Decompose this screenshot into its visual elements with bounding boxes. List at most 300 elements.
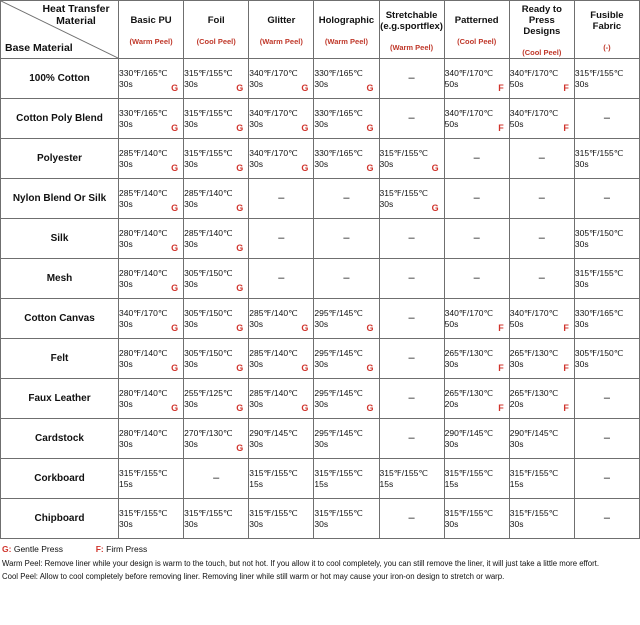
press-legend (2, 544, 638, 554)
temperature-value: 340℉/170℃ (444, 307, 493, 318)
duration-value: 50s (509, 118, 524, 129)
table-row (1, 299, 640, 339)
not-applicable-dash: – (408, 312, 415, 324)
press-type-badge: G (236, 283, 244, 293)
setting-cell (574, 339, 639, 379)
column-peel-note: (Warm Peel) (324, 37, 368, 46)
duration-value: 30s (184, 278, 198, 289)
setting-cell (249, 339, 314, 379)
not-applicable-dash: – (603, 512, 610, 524)
setting-cell (119, 259, 184, 299)
not-applicable-dash: – (343, 272, 350, 284)
cool-peel-note: Cool Peel: Allow to cool completely before removing liner. Removing liner while still warm or hot may cause your iron-on design to stretch or warp. (2, 571, 505, 581)
setting-cell (379, 499, 444, 539)
press-type-badge: G (171, 283, 179, 293)
temperature-value: 265℉/130℃ (509, 347, 559, 358)
setting-cell (444, 499, 509, 539)
setting-cell (444, 459, 509, 499)
duration-value: 30s (574, 158, 589, 169)
setting-cell (184, 459, 249, 499)
temperature-value: 265℉/130℃ (444, 347, 493, 358)
press-type-badge: G (236, 203, 244, 213)
not-applicable-dash: – (408, 392, 415, 404)
row-header-material: Polyester (1, 139, 119, 179)
temperature-value: 270℉/130℃ (184, 427, 233, 438)
setting-cell (119, 459, 184, 499)
column-name: Foil (207, 15, 225, 26)
temperature-value: 340℉/170℃ (444, 67, 493, 78)
duration-value: 15s (379, 478, 394, 489)
setting-cell (379, 139, 444, 179)
table-row (1, 379, 640, 419)
temperature-value: 295℉/145℃ (314, 427, 363, 438)
setting-cell (184, 259, 249, 299)
setting-cell (314, 219, 379, 259)
table-row (1, 259, 640, 299)
setting-cell (314, 379, 379, 419)
duration-value: 30s (314, 358, 329, 369)
column-peel-note: (Cool Peel) (522, 48, 562, 57)
not-applicable-dash: – (538, 232, 545, 244)
not-applicable-dash: – (408, 512, 415, 524)
setting-cell (509, 339, 574, 379)
column-peel-note: (Cool Peel) (196, 37, 236, 46)
not-applicable-dash: – (603, 472, 610, 484)
duration-value: 30s (184, 398, 198, 409)
setting-cell (509, 99, 574, 139)
column-header-patterned (444, 1, 509, 59)
row-header-material: 100% Cotton (1, 59, 119, 99)
setting-cell (184, 99, 249, 139)
row-header-material: Silk (1, 219, 119, 259)
setting-cell (574, 59, 639, 99)
press-type-badge: G (366, 83, 374, 93)
temperature-value: 315℉/155℃ (379, 467, 428, 478)
temperature-value: 340℉/170℃ (249, 107, 298, 118)
row-axis-label: Base Material (5, 42, 73, 54)
column-name: Fusible Fabric (590, 9, 624, 32)
column-name: Holographic (318, 15, 375, 26)
duration-value: 30s (314, 398, 329, 409)
setting-cell (249, 179, 314, 219)
temperature-value: 330℉/165℃ (314, 67, 363, 78)
setting-cell (119, 379, 184, 419)
duration-value: 30s (314, 438, 329, 449)
duration-value: 30s (184, 238, 198, 249)
duration-value: 30s (184, 118, 198, 129)
setting-cell (444, 339, 509, 379)
not-applicable-dash: – (473, 192, 480, 204)
duration-value: 30s (314, 158, 329, 169)
setting-cell (249, 259, 314, 299)
row-header-material: Faux Leather (1, 379, 119, 419)
temperature-value: 340℉/170℃ (509, 307, 559, 318)
table-row (1, 59, 640, 99)
not-applicable-dash: – (408, 272, 415, 284)
temperature-value: 280℉/140℃ (119, 387, 168, 398)
column-header-holographic (314, 1, 379, 59)
column-name: Patterned (454, 15, 499, 26)
temperature-value: 340℉/170℃ (444, 107, 493, 118)
row-header-material: Nylon Blend Or Silk (1, 179, 119, 219)
press-type-badge: G (236, 123, 244, 133)
row-header-material: Cotton Poly Blend (1, 99, 119, 139)
press-type-badge: G (171, 403, 179, 413)
setting-cell (509, 59, 574, 99)
setting-cell (574, 259, 639, 299)
row-header-material: Cotton Canvas (1, 299, 119, 339)
duration-value: 30s (444, 358, 459, 369)
temperature-value: 280℉/140℃ (119, 347, 168, 358)
temperature-value: 330℉/165℃ (314, 107, 363, 118)
duration-value: 30s (574, 238, 589, 249)
duration-value: 30s (119, 518, 133, 529)
temperature-value: 265℉/130℃ (509, 387, 559, 398)
press-type-badge: G (171, 203, 179, 213)
duration-value: 30s (119, 198, 133, 209)
table-row (1, 139, 640, 179)
setting-cell (574, 499, 639, 539)
setting-cell (574, 219, 639, 259)
temperature-value: 280℉/140℃ (119, 267, 168, 278)
duration-value: 30s (314, 78, 329, 89)
duration-value: 30s (119, 398, 133, 409)
press-type-badge: G (171, 163, 179, 173)
press-type-badge: F (563, 323, 569, 333)
firm-press-mark: F: (95, 544, 104, 554)
column-header-ready-to-press (509, 1, 574, 59)
setting-cell (509, 219, 574, 259)
temperature-value: 315℉/155℃ (184, 67, 233, 78)
column-name: Basic PU (130, 15, 172, 26)
setting-cell (574, 419, 639, 459)
press-type-badge: F (563, 83, 569, 93)
temperature-value: 330℉/165℃ (314, 147, 363, 158)
setting-cell (444, 259, 509, 299)
temperature-value: 330℉/165℃ (119, 67, 168, 78)
corner-axis-labels (1, 1, 119, 59)
setting-cell (249, 419, 314, 459)
press-type-badge: G (366, 163, 374, 173)
temperature-value: 305℉/150℃ (574, 347, 624, 358)
row-header-material: Cardstock (1, 419, 119, 459)
row-header-material: Mesh (1, 259, 119, 299)
row-header-material: Chipboard (1, 499, 119, 539)
not-applicable-dash: – (408, 112, 415, 124)
not-applicable-dash: – (408, 232, 415, 244)
setting-cell (444, 419, 509, 459)
setting-cell (379, 299, 444, 339)
setting-cell (314, 419, 379, 459)
temperature-value: 280℉/140℃ (119, 427, 168, 438)
temperature-value: 315℉/155℃ (574, 147, 624, 158)
press-type-badge: G (301, 403, 309, 413)
setting-cell (249, 299, 314, 339)
duration-value: 15s (444, 478, 459, 489)
duration-value: 30s (444, 438, 459, 449)
table-body (1, 59, 640, 539)
setting-cell (379, 459, 444, 499)
duration-value: 30s (249, 518, 263, 529)
duration-value: 20s (444, 398, 459, 409)
setting-cell (249, 59, 314, 99)
warm-peel-note: Warm Peel: Remove liner while your design is warm to the touch, but not hot. If you allow it to cool completely, you can still remove the liner, it will just take a little more effort. (2, 559, 600, 568)
setting-cell (314, 179, 379, 219)
legend (0, 544, 640, 582)
setting-cell (119, 419, 184, 459)
duration-value: 30s (314, 318, 329, 329)
press-type-badge: G (431, 163, 439, 173)
setting-cell (314, 299, 379, 339)
setting-cell (574, 459, 639, 499)
temperature-value: 315℉/155℃ (314, 467, 363, 478)
setting-cell (119, 299, 184, 339)
press-type-badge: F (498, 403, 504, 413)
not-applicable-dash: – (343, 232, 350, 244)
not-applicable-dash: – (473, 232, 480, 244)
temperature-value: 285℉/140℃ (119, 187, 168, 198)
table-header (1, 1, 640, 59)
duration-value: 30s (119, 78, 133, 89)
setting-cell (314, 459, 379, 499)
press-type-badge: G (236, 163, 244, 173)
setting-cell (509, 379, 574, 419)
setting-cell (509, 499, 574, 539)
temperature-value: 285℉/140℃ (249, 307, 298, 318)
temperature-value: 315℉/155℃ (574, 67, 624, 78)
duration-value: 30s (509, 438, 524, 449)
duration-value: 50s (509, 318, 524, 329)
setting-cell (574, 139, 639, 179)
column-name: Ready to Press Designs (521, 4, 562, 37)
setting-cell (184, 139, 249, 179)
press-type-badge: G (366, 403, 374, 413)
press-type-badge: G (171, 243, 179, 253)
setting-cell (314, 59, 379, 99)
table-row (1, 179, 640, 219)
setting-cell (249, 99, 314, 139)
setting-cell (574, 179, 639, 219)
setting-cell (379, 419, 444, 459)
duration-value: 30s (119, 118, 133, 129)
duration-value: 15s (509, 478, 524, 489)
temperature-value: 295℉/145℃ (314, 307, 363, 318)
setting-cell (379, 59, 444, 99)
duration-value: 30s (379, 158, 394, 169)
duration-value: 30s (184, 318, 198, 329)
setting-cell (379, 339, 444, 379)
duration-value: 30s (184, 358, 198, 369)
setting-cell (574, 99, 639, 139)
press-type-badge: F (563, 363, 569, 373)
setting-cell (379, 179, 444, 219)
setting-cell (444, 219, 509, 259)
duration-value: 30s (119, 438, 133, 449)
press-type-badge: G (171, 363, 179, 373)
column-peel-note: (Cool Peel) (457, 37, 497, 46)
setting-cell (184, 219, 249, 259)
duration-value: 20s (509, 398, 524, 409)
table-row (1, 419, 640, 459)
setting-cell (119, 99, 184, 139)
setting-cell (314, 339, 379, 379)
setting-cell (444, 99, 509, 139)
duration-value: 30s (574, 78, 589, 89)
table-row (1, 499, 640, 539)
setting-cell (314, 499, 379, 539)
duration-value: 30s (119, 358, 133, 369)
row-header-material: Corkboard (1, 459, 119, 499)
duration-value: 30s (249, 438, 263, 449)
duration-value: 50s (509, 78, 524, 89)
temperature-value: 315℉/155℃ (379, 147, 428, 158)
column-header-fusible-fabric (574, 1, 639, 59)
temperature-value: 340℉/170℃ (249, 147, 298, 158)
table-row (1, 99, 640, 139)
duration-value: 30s (184, 158, 198, 169)
press-type-badge: G (301, 83, 309, 93)
duration-value: 30s (574, 318, 589, 329)
temperature-value: 315℉/155℃ (184, 147, 233, 158)
setting-cell (249, 139, 314, 179)
temperature-value: 295℉/145℃ (314, 347, 363, 358)
duration-value: 30s (249, 158, 263, 169)
setting-cell (444, 139, 509, 179)
setting-cell (184, 299, 249, 339)
duration-value: 50s (444, 318, 459, 329)
temperature-value: 330℉/165℃ (119, 107, 168, 118)
not-applicable-dash: – (538, 272, 545, 284)
duration-value: 30s (314, 518, 329, 529)
press-type-badge: G (171, 83, 179, 93)
duration-value: 30s (509, 358, 524, 369)
setting-cell (379, 99, 444, 139)
not-applicable-dash: – (278, 272, 285, 284)
temperature-value: 340℉/170℃ (509, 107, 559, 118)
duration-value: 30s (119, 238, 133, 249)
not-applicable-dash: – (278, 192, 285, 204)
duration-value: 30s (314, 118, 329, 129)
temperature-value: 315℉/155℃ (509, 467, 559, 478)
press-type-badge: F (563, 403, 569, 413)
not-applicable-dash: – (343, 192, 350, 204)
setting-cell (574, 299, 639, 339)
not-applicable-dash: – (213, 472, 220, 484)
duration-value: 15s (249, 478, 263, 489)
column-peel-note: (Warm Peel) (129, 37, 173, 46)
press-type-badge: G (171, 123, 179, 133)
setting-cell (379, 219, 444, 259)
not-applicable-dash: – (408, 72, 415, 84)
temperature-value: 285℉/140℃ (119, 147, 168, 158)
press-type-badge: G (301, 323, 309, 333)
setting-cell (509, 179, 574, 219)
temperature-value: 340℉/170℃ (249, 67, 298, 78)
column-header-glitter (249, 1, 314, 59)
gentle-press-text: Gentle Press (13, 544, 63, 554)
press-type-badge: F (498, 323, 504, 333)
not-applicable-dash: – (408, 352, 415, 364)
duration-value: 30s (184, 198, 198, 209)
temperature-value: 330℉/165℃ (574, 307, 624, 318)
press-type-badge: F (563, 123, 569, 133)
column-peel-note: (-) (603, 42, 611, 52)
setting-cell (249, 459, 314, 499)
press-type-badge: G (301, 163, 309, 173)
temperature-value: 290℉/145℃ (444, 427, 493, 438)
temperature-value: 285℉/140℃ (249, 387, 298, 398)
column-name: Glitter (267, 15, 296, 26)
temperature-value: 340℉/170℃ (119, 307, 168, 318)
temperature-value: 315℉/155℃ (249, 467, 298, 478)
setting-cell (184, 379, 249, 419)
press-type-badge: G (236, 83, 244, 93)
setting-cell (509, 299, 574, 339)
temperature-value: 280℉/140℃ (119, 227, 168, 238)
not-applicable-dash: – (278, 232, 285, 244)
press-type-badge: G (236, 443, 244, 453)
press-type-badge: F (498, 83, 504, 93)
column-header-foil (184, 1, 249, 59)
duration-value: 30s (249, 318, 263, 329)
duration-value: 50s (444, 118, 459, 129)
press-type-badge: G (236, 363, 244, 373)
temperature-value: 265℉/130℃ (444, 387, 493, 398)
not-applicable-dash: – (408, 432, 415, 444)
setting-cell (119, 179, 184, 219)
setting-cell (119, 339, 184, 379)
temperature-value: 315℉/155℃ (574, 267, 624, 278)
temperature-value: 315℉/155℃ (379, 187, 428, 198)
not-applicable-dash: – (603, 392, 610, 404)
not-applicable-dash: – (538, 192, 545, 204)
setting-cell (509, 259, 574, 299)
temperature-value: 285℉/140℃ (184, 187, 233, 198)
setting-cell (509, 459, 574, 499)
duration-value: 30s (119, 318, 133, 329)
column-header-basic-pu (119, 1, 184, 59)
not-applicable-dash: – (603, 432, 610, 444)
firm-press-text: Firm Press (106, 544, 148, 554)
temperature-value: 290℉/145℃ (249, 427, 298, 438)
duration-value: 30s (249, 358, 263, 369)
duration-value: 30s (574, 358, 589, 369)
temperature-value: 315℉/155℃ (444, 467, 493, 478)
not-applicable-dash: – (603, 112, 610, 124)
setting-cell (509, 419, 574, 459)
column-axis-label: Heat Transfer Material (42, 3, 110, 27)
setting-cell (184, 339, 249, 379)
setting-cell (314, 259, 379, 299)
temperature-value: 295℉/145℃ (314, 387, 363, 398)
duration-value: 30s (509, 518, 524, 529)
table-row (1, 459, 640, 499)
setting-cell (184, 419, 249, 459)
temperature-value: 315℉/155℃ (509, 507, 559, 518)
press-type-badge: G (301, 123, 309, 133)
duration-value: 30s (574, 278, 589, 289)
duration-value: 30s (184, 518, 198, 529)
press-type-badge: G (366, 363, 374, 373)
press-type-badge: G (236, 403, 244, 413)
column-peel-note: (Warm Peel) (259, 37, 303, 46)
duration-value: 30s (249, 398, 263, 409)
not-applicable-dash: – (603, 192, 610, 204)
setting-cell (444, 379, 509, 419)
row-header-material: Felt (1, 339, 119, 379)
temperature-value: 315℉/155℃ (184, 107, 233, 118)
temperature-value: 305℉/150℃ (184, 267, 233, 278)
